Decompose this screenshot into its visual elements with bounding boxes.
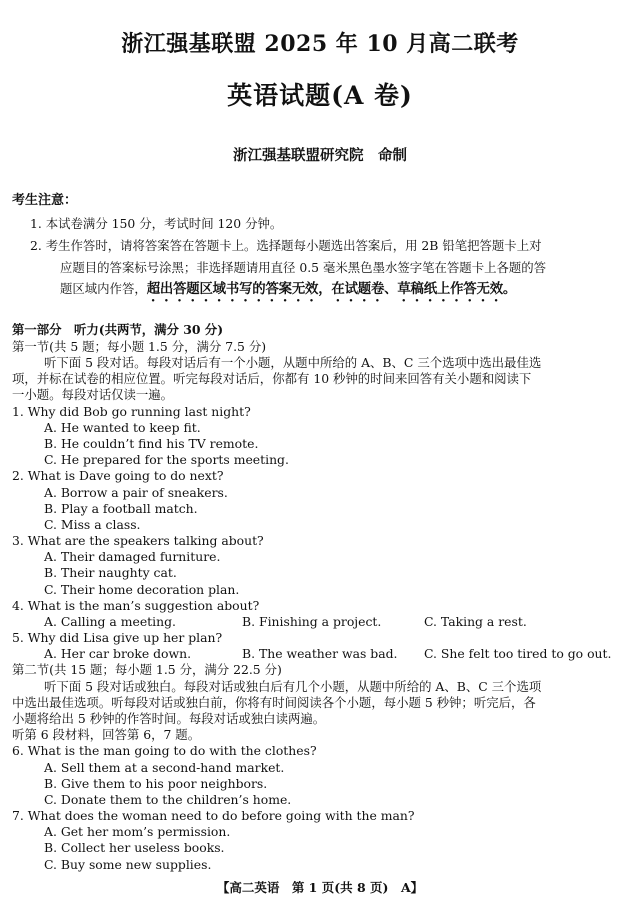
section-2-instruction-line-2: 中选出最佳选项。听每段对话或独白前，你将有时间阅读各个小题，每小题 5 秒钟；听完后，各 (12, 695, 536, 710)
option-b: B. Finishing a project. (242, 614, 382, 629)
option-c: C. He prepared for the sports meeting. (44, 452, 289, 467)
page-footer: 【高二英语 第 1 页(共 8 页) A】 (216, 880, 424, 895)
section-1-instruction-line-3: 一小题。每段对话仅读一遍。 (12, 387, 174, 402)
option-c: C. Taking a rest. (424, 614, 527, 629)
notice-item-1: 1. 本试卷满分 150 分，考试时间 120 分钟。 (30, 216, 283, 231)
question-stem: 4. What is the man’s suggestion about? (12, 598, 260, 613)
notice-item-2-line-3-prefix: 题区域内作答， (60, 281, 147, 296)
exam-title: 浙江强基联盟 2025 年 10 月高二联考 (121, 31, 519, 57)
option-b: B. Give them to his poor neighbors. (44, 776, 268, 791)
option-a: A. Their damaged furniture. (44, 549, 221, 564)
option-c: C. Buy some new supplies. (44, 857, 212, 872)
option-c: C. Donate them to the children’s home. (44, 792, 292, 807)
notice-item-2-line-3 (60, 281, 516, 305)
option-c: C. Their home decoration plan. (44, 582, 240, 597)
option-a: A. Get her mom’s permission. (44, 824, 231, 839)
notice-item-2-line-2: 应题目的答案标号涂黑；非选择题请用直径 0.5 毫米黑色墨水签字笔在答题卡上各题的答 (60, 260, 547, 275)
section-2-heading: 第二节(共 15 题；每小题 1.5 分，满分 22.5 分) (12, 662, 282, 677)
exam-issuer: 浙江强基联盟研究院 命制 (233, 148, 407, 164)
question-stem: 6. What is the man going to do with the clothes? (12, 743, 317, 758)
option-b: B. The weather was bad. (242, 646, 398, 661)
option-b: B. Play a football match. (44, 501, 198, 516)
material-note: 听第 6 段材料，回答第 6，7 题。 (12, 727, 201, 742)
notice-heading: 考生注意： (12, 193, 78, 208)
option-a: A. Calling a meeting. (44, 614, 176, 629)
question-stem: 3. What are the speakers talking about? (12, 533, 264, 548)
option-a: A. Sell them at a second-hand market. (44, 760, 285, 775)
section-2-instruction-line-3: 小题将给出 5 秒钟的作答时间。每段对话或独白读两遍。 (12, 711, 326, 726)
notice-item-2-line-1: 2. 考生作答时，请将答案答在答题卡上。选择题每小题选出答案后，用 2B 铅笔把答题卡上对 (30, 238, 542, 253)
question-stem: 1. Why did Bob go running last night? (12, 404, 251, 419)
section-1-heading: 第一节(共 5 题；每小题 1.5 分，满分 7.5 分) (12, 339, 267, 354)
option-c: C. Miss a class. (44, 517, 141, 532)
question-stem: 7. What does the woman need to do before going with the man? (12, 808, 415, 823)
exam-subject: 英语试题(A 卷) (227, 81, 413, 110)
option-a: A. Borrow a pair of sneakers. (44, 485, 228, 500)
part-1-heading: 第一部分 听力(共两节，满分 30 分) (12, 322, 224, 337)
section-2-instruction-line-1: 听下面 5 段对话或独白。每段对话或独白后有几个小题，从题中所给的 A、B、C 三个选项 (44, 679, 542, 694)
option-b: B. He couldn’t find his TV remote. (44, 436, 259, 451)
option-a: A. He wanted to keep fit. (44, 420, 201, 435)
option-b: B. Their naughty cat. (44, 565, 177, 580)
question-stem: 5. Why did Lisa give up her plan? (12, 630, 223, 645)
option-a: A. Her car broke down. (44, 646, 192, 661)
option-c: C. She felt too tired to go out. (424, 646, 612, 661)
question-stem: 2. What is Dave going to do next? (12, 468, 224, 483)
option-b: B. Collect her useless books. (44, 840, 225, 855)
section-1-instruction-line-2: 项，并标在试卷的相应位置。听完每段对话后，你都有 10 秒钟的时间来回答有关小题和阅读下 (12, 371, 532, 386)
section-1-instruction-line-1: 听下面 5 段对话。每段对话后有一个小题，从题中所给的 A、B、C 三个选项中选出最佳选 (44, 355, 542, 370)
notice-emphasis: 超出答题区域书写的答案无效，在试题卷、草稿纸上作答无效。 (146, 282, 517, 297)
